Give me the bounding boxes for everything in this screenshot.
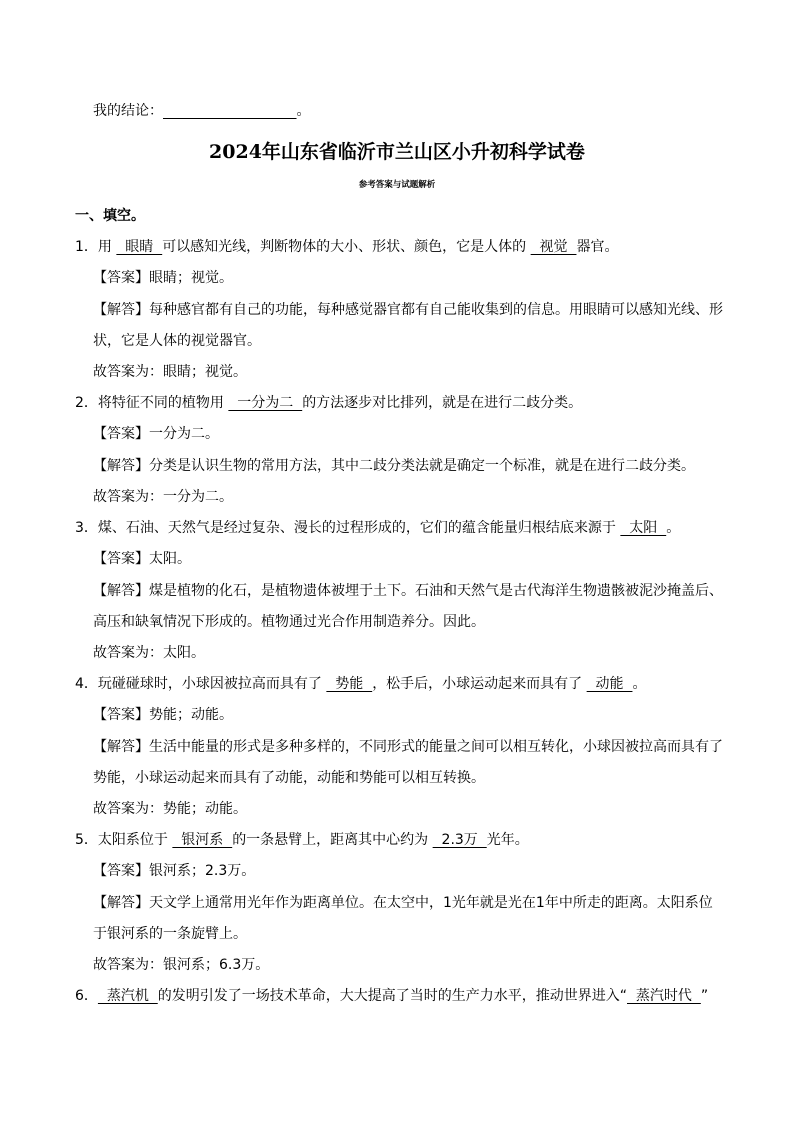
question-5: 5．太阳系位于 银河系 的一条悬臂上，距离其中心约为 2.3万 光年。 xyxy=(75,832,529,848)
final-answer: 故答案为：银河系；6.3万。 xyxy=(93,957,270,973)
final-answer: 故答案为：势能；动能。 xyxy=(93,801,247,817)
question-6: 6． 蒸汽机 的发明引发了一场技术革命，大大提高了当时的生产力水平，推动世界进入“ 蒸汽时代 ” xyxy=(75,988,709,1004)
answer-blank: 动能 xyxy=(586,676,633,692)
answer-blank: 太阳 xyxy=(620,520,667,536)
answer-blank: 一分为二 xyxy=(228,395,303,411)
analysis-line-cont: 状，它是人体的视觉器官。 xyxy=(93,333,261,349)
answer-blank: 势能 xyxy=(326,676,373,692)
answer-blank: 眼睛 xyxy=(116,239,163,255)
final-answer: 故答案为：眼睛；视觉。 xyxy=(93,364,247,380)
answer-blank: 2.3万 xyxy=(432,832,487,848)
question-4: 4．玩碰碰球时，小球因被拉高而具有了 势能 ，松手后，小球运动起来而具有了 动能 。 xyxy=(75,676,647,692)
final-answer: 故答案为：太阳。 xyxy=(93,645,205,661)
question-3: 3．煤、石油、天然气是经过复杂、漫长的过程形成的，它们的蕴含能量归根结底来源于 太阳 。 xyxy=(75,520,681,536)
analysis-line-cont: 高压和缺氧情况下形成的。植物通过光合作用制造养分。因此。 xyxy=(93,614,485,630)
answer-line: 【答案】眼睛；视觉。 xyxy=(93,270,233,286)
answer-line: 【答案】太阳。 xyxy=(93,551,191,567)
question-2: 2．将特征不同的植物用 一分为二 的方法逐步对比排列，就是在进行二歧分类。 xyxy=(75,395,583,411)
conclusion-line: 我的结论： 。 xyxy=(93,103,311,119)
analysis-line: 【解答】分类是认识生物的常用方法，其中二歧分类法就是确定一个标准，就是在进行二歧分类。 xyxy=(93,458,695,474)
conclusion-blank xyxy=(163,103,297,119)
answer-blank: 银河系 xyxy=(172,832,233,848)
analysis-line-cont: 于银河系的一条旋臂上。 xyxy=(93,926,247,942)
answer-blank: 视觉 xyxy=(530,239,577,255)
analysis-line: 【解答】煤是植物的化石，是植物遗体被埋于土下。石油和天然气是古代海洋生物遗骸被泥沙掩盖后、 xyxy=(93,583,723,599)
page-title: 2024年山东省临沂市兰山区小升初科学试卷 xyxy=(209,141,585,163)
analysis-line-cont: 势能，小球运动起来而具有了动能，动能和势能可以相互转换。 xyxy=(93,770,485,786)
analysis-line: 【解答】每种感官都有自己的功能，每种感觉器官都有自己能收集到的信息。用眼睛可以感知光线、形 xyxy=(93,302,723,318)
answer-blank: 蒸汽时代 xyxy=(627,988,701,1004)
analysis-line: 【解答】天文学上通常用光年作为距离单位。在太空中，1光年就是光在1年中所走的距离。太阳系位 xyxy=(93,895,713,911)
answer-line: 【答案】一分为二。 xyxy=(93,426,219,442)
page-subtitle: 参考答案与试题解析 xyxy=(358,180,436,190)
answer-line: 【答案】银河系；2.3万。 xyxy=(93,863,256,879)
conclusion-label: 我的结论： xyxy=(93,103,163,119)
question-1: 1．用 眼睛 可以感知光线，判断物体的大小、形状、颜色，它是人体的 视觉 器官。 xyxy=(75,239,619,255)
answer-blank: 蒸汽机 xyxy=(97,988,158,1004)
answer-line: 【答案】势能；动能。 xyxy=(93,707,233,723)
final-answer: 故答案为：一分为二。 xyxy=(93,489,233,505)
analysis-line: 【解答】生活中能量的形式是多种多样的，不同形式的能量之间可以相互转化，小球因被拉高而具有了 xyxy=(93,739,723,755)
section-heading: 一、填空。 xyxy=(75,208,145,224)
